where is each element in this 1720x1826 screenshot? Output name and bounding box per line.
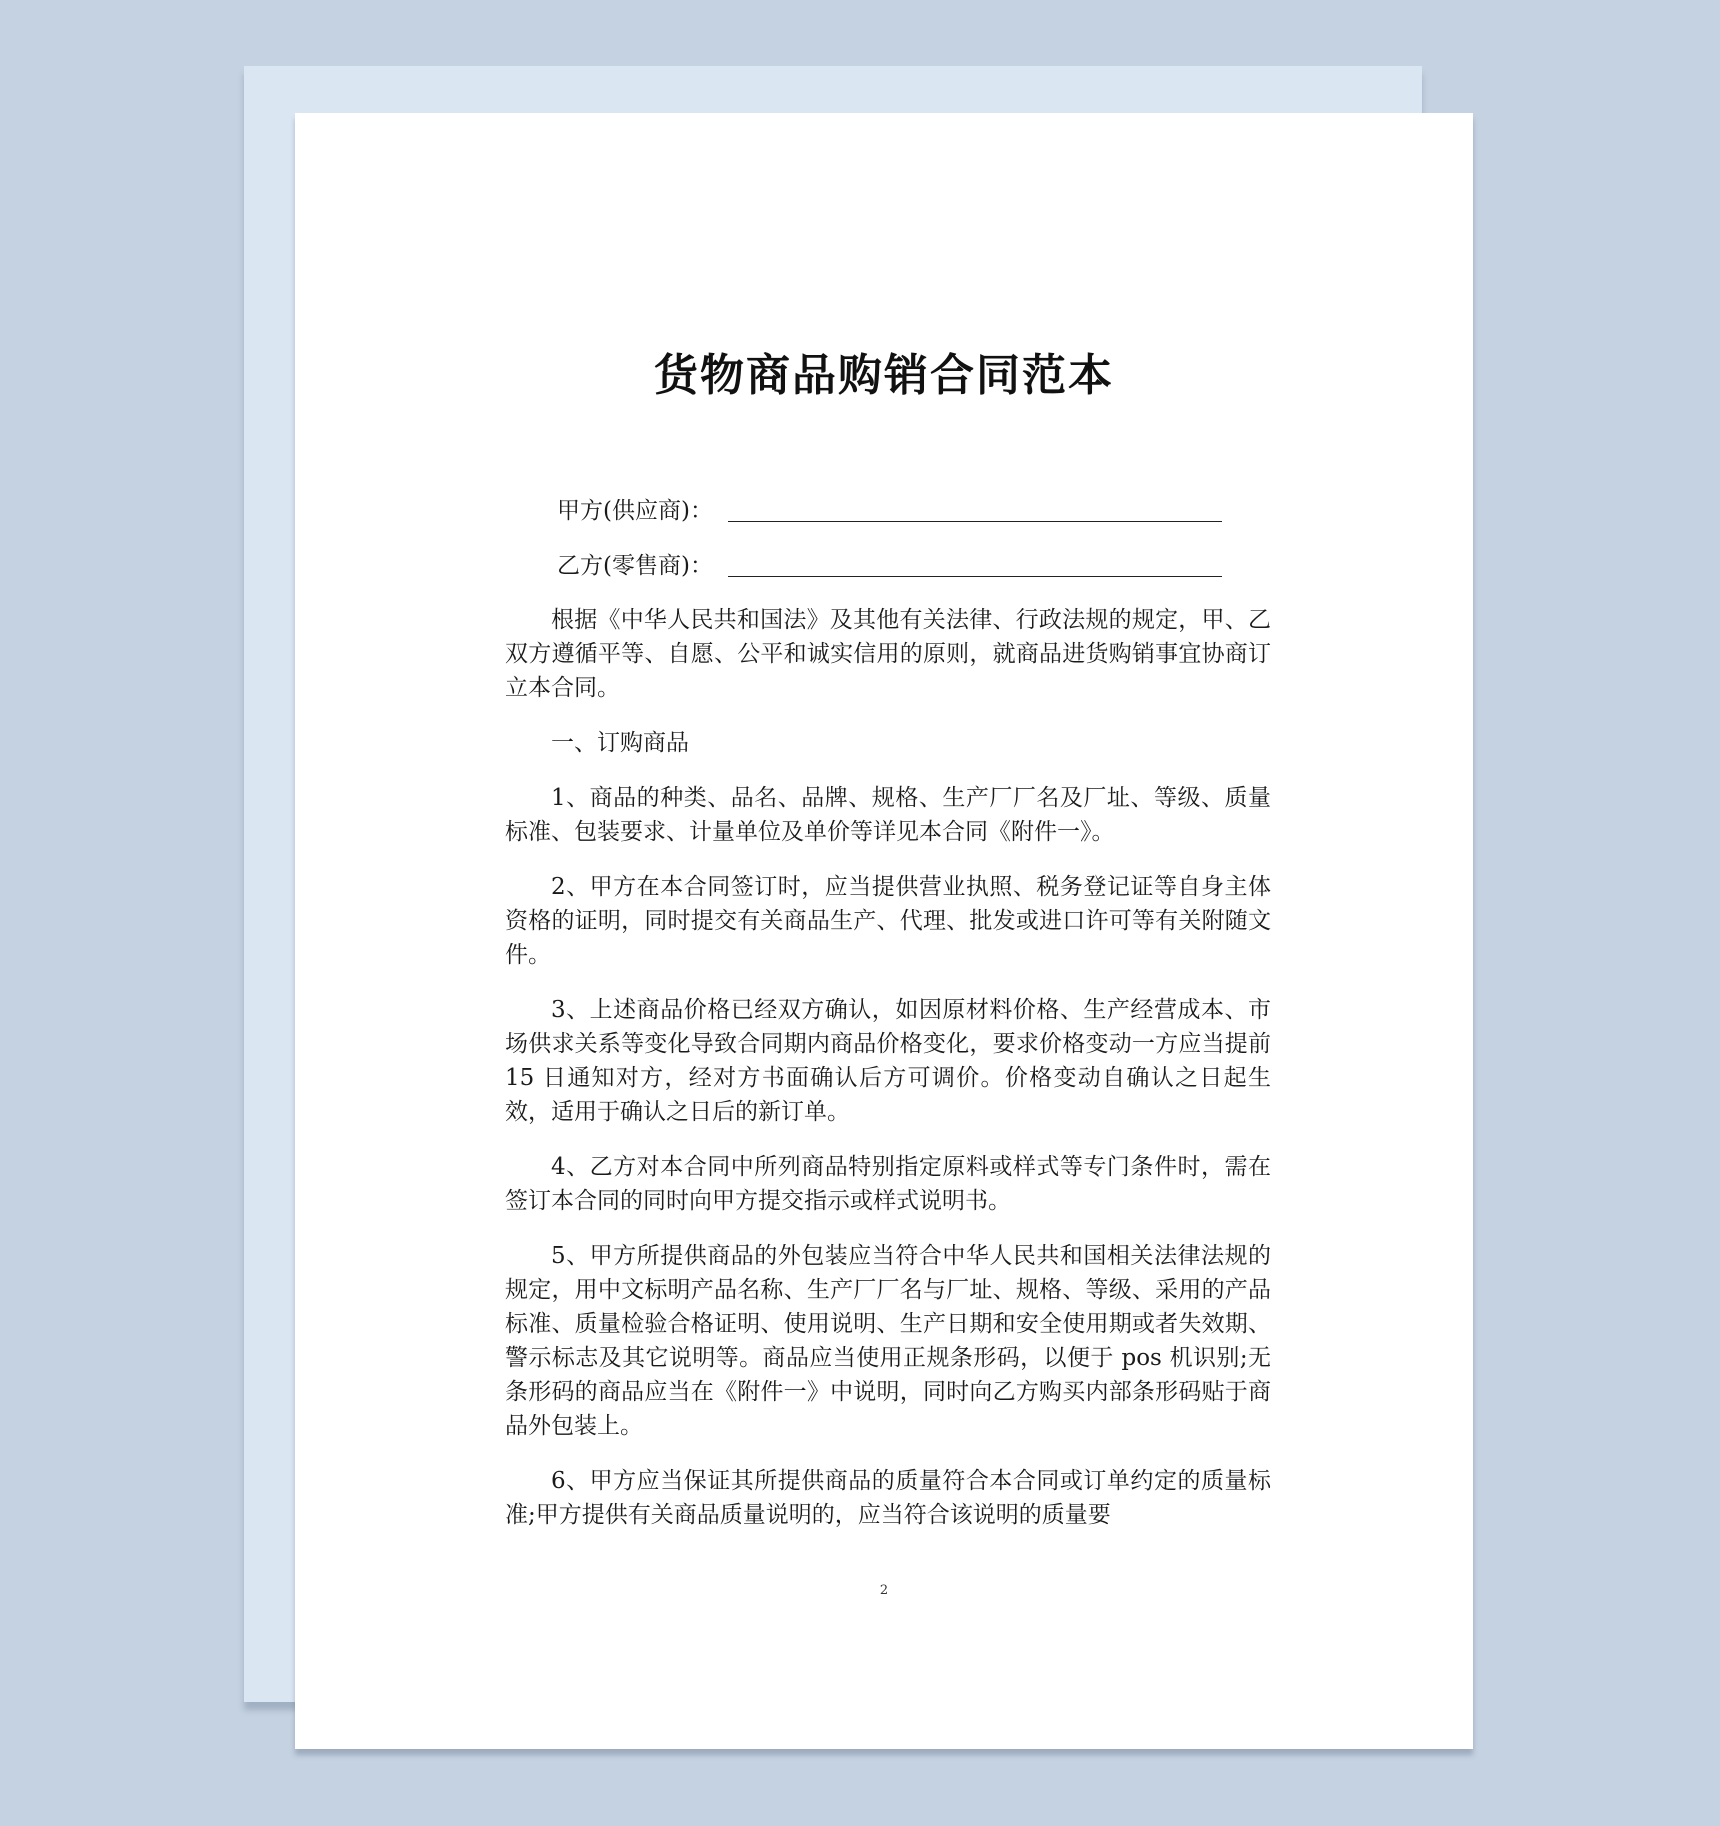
clause-paragraph: 6、甲方应当保证其所提供商品的质量符合本合同或订单约定的质量标准;甲方提供有关商品质量说明的，应当符合该说明的质量要 bbox=[505, 1468, 1271, 1528]
page-number: 2 bbox=[879, 1583, 889, 1598]
clause-paragraph: 1、商品的种类、品名、品牌、规格、生产厂厂名及厂址、等级、质量标准、包装要求、计量单位及单价等详见本合同《附件一》。 bbox=[505, 785, 1271, 845]
section-heading: 一、订购商品 bbox=[551, 730, 689, 756]
clause-paragraph: 5、甲方所提供商品的外包装应当符合中华人民共和国相关法律法规的规定，用中文标明产品名称、生产厂厂名与厂址、规格、等级、采用的产品标准、质量检验合格证明、使用说明、生产日期和安全使用期或者失效期、警示标志及其它说明等。商品应当使用正规条形码，以便于 pos 机识别;无条形码的商品应当在《附件一》中说明，同时向乙方购买内部条形码贴于商品外包装上。 bbox=[505, 1243, 1271, 1439]
clause-paragraph: 4、乙方对本合同中所列商品特别指定原料或样式等专门条件时，需在签订本合同的同时向甲方提交指示或样式说明书。 bbox=[505, 1154, 1271, 1214]
preamble-paragraph: 根据《中华人民共和国法》及其他有关法律、行政法规的规定，甲、乙双方遵循平等、自愿、公平和诚实信用的原则，就商品进货购销事宜协商订立本合同。 bbox=[505, 607, 1271, 701]
clause-paragraph: 3、上述商品价格已经双方确认，如因原材料价格、生产经营成本、市场供求关系等变化导致合同期内商品价格变化，要求价格变动一方应当提前 15 日通知对方，经对方书面确认后方可调价。价格变动自确认之日起生效，适用于确认之日后的新订单。 bbox=[505, 997, 1271, 1125]
clause-paragraph: 2、甲方在本合同签订时，应当提供营业执照、税务登记证等自身主体资格的证明，同时提交有关商品生产、代理、批发或进口许可等有关附随文件。 bbox=[505, 874, 1271, 968]
document-page bbox=[295, 113, 1473, 1749]
party-a-blank-line bbox=[728, 521, 1222, 522]
party-b-field bbox=[557, 546, 1277, 586]
party-a-field bbox=[557, 491, 1277, 531]
party-a-label: 甲方(供应商)： bbox=[557, 498, 713, 524]
document-title: 货物商品购销合同范本 bbox=[654, 350, 1114, 401]
party-b-label: 乙方(零售商)： bbox=[557, 553, 713, 579]
party-b-blank-line bbox=[728, 576, 1222, 577]
contract-body bbox=[505, 603, 1271, 1553]
